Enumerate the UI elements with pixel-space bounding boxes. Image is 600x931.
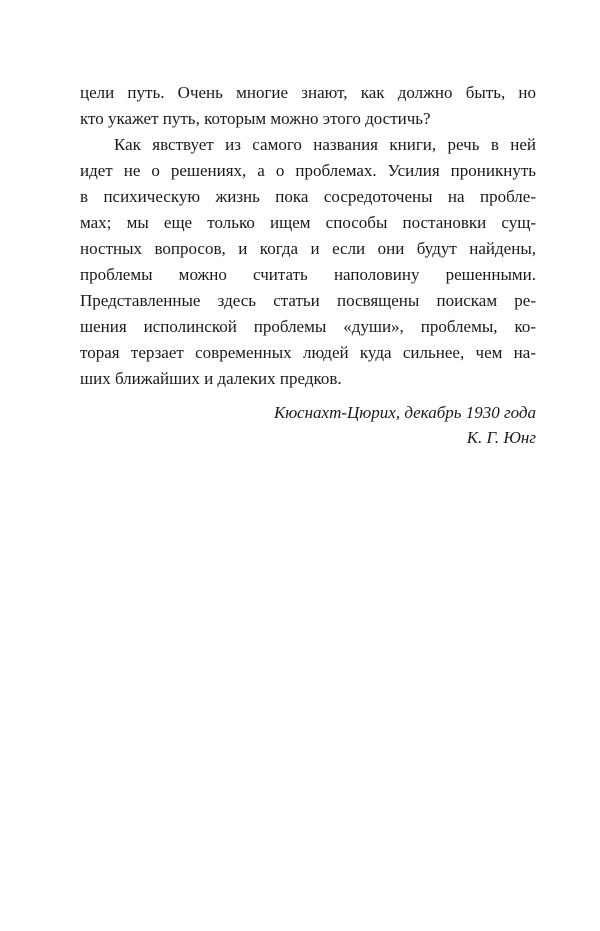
text-line: торая терзает современных людей куда сильнее, чем на-	[80, 343, 536, 362]
text-line: кто укажет путь, которым можно этого достичь?	[80, 109, 431, 128]
text-line: шения исполинской проблемы «души», проблемы, ко-	[80, 317, 536, 336]
book-page	[80, 80, 536, 450]
text-line: цели путь. Очень многие знают, как должно быть, но	[80, 83, 536, 102]
paragraph-2	[80, 132, 536, 392]
text-line: в психическую жизнь пока сосредоточены на пробле-	[80, 187, 536, 206]
paragraph-1	[80, 80, 536, 132]
text-line: Как явствует из самого названия книги, речь в ней	[114, 135, 536, 154]
text-line: проблемы можно считать наполовину решенными.	[80, 265, 536, 284]
text-line: мах; мы еще только ищем способы постановки сущ-	[80, 213, 536, 232]
signature-block	[80, 400, 536, 450]
place-date: Кюснахт-Цюрих, декабрь 1930 года	[274, 403, 536, 422]
text-line: ностных вопросов, и когда и если они будут найдены,	[80, 239, 536, 258]
author-name: К. Г. Юнг	[466, 428, 536, 447]
text-line: ших ближайших и далеких предков.	[80, 369, 342, 388]
text-line: идет не о решениях, а о проблемах. Усилия проникнуть	[80, 161, 536, 180]
text-line: Представленные здесь статьи посвящены поискам ре-	[80, 291, 536, 310]
